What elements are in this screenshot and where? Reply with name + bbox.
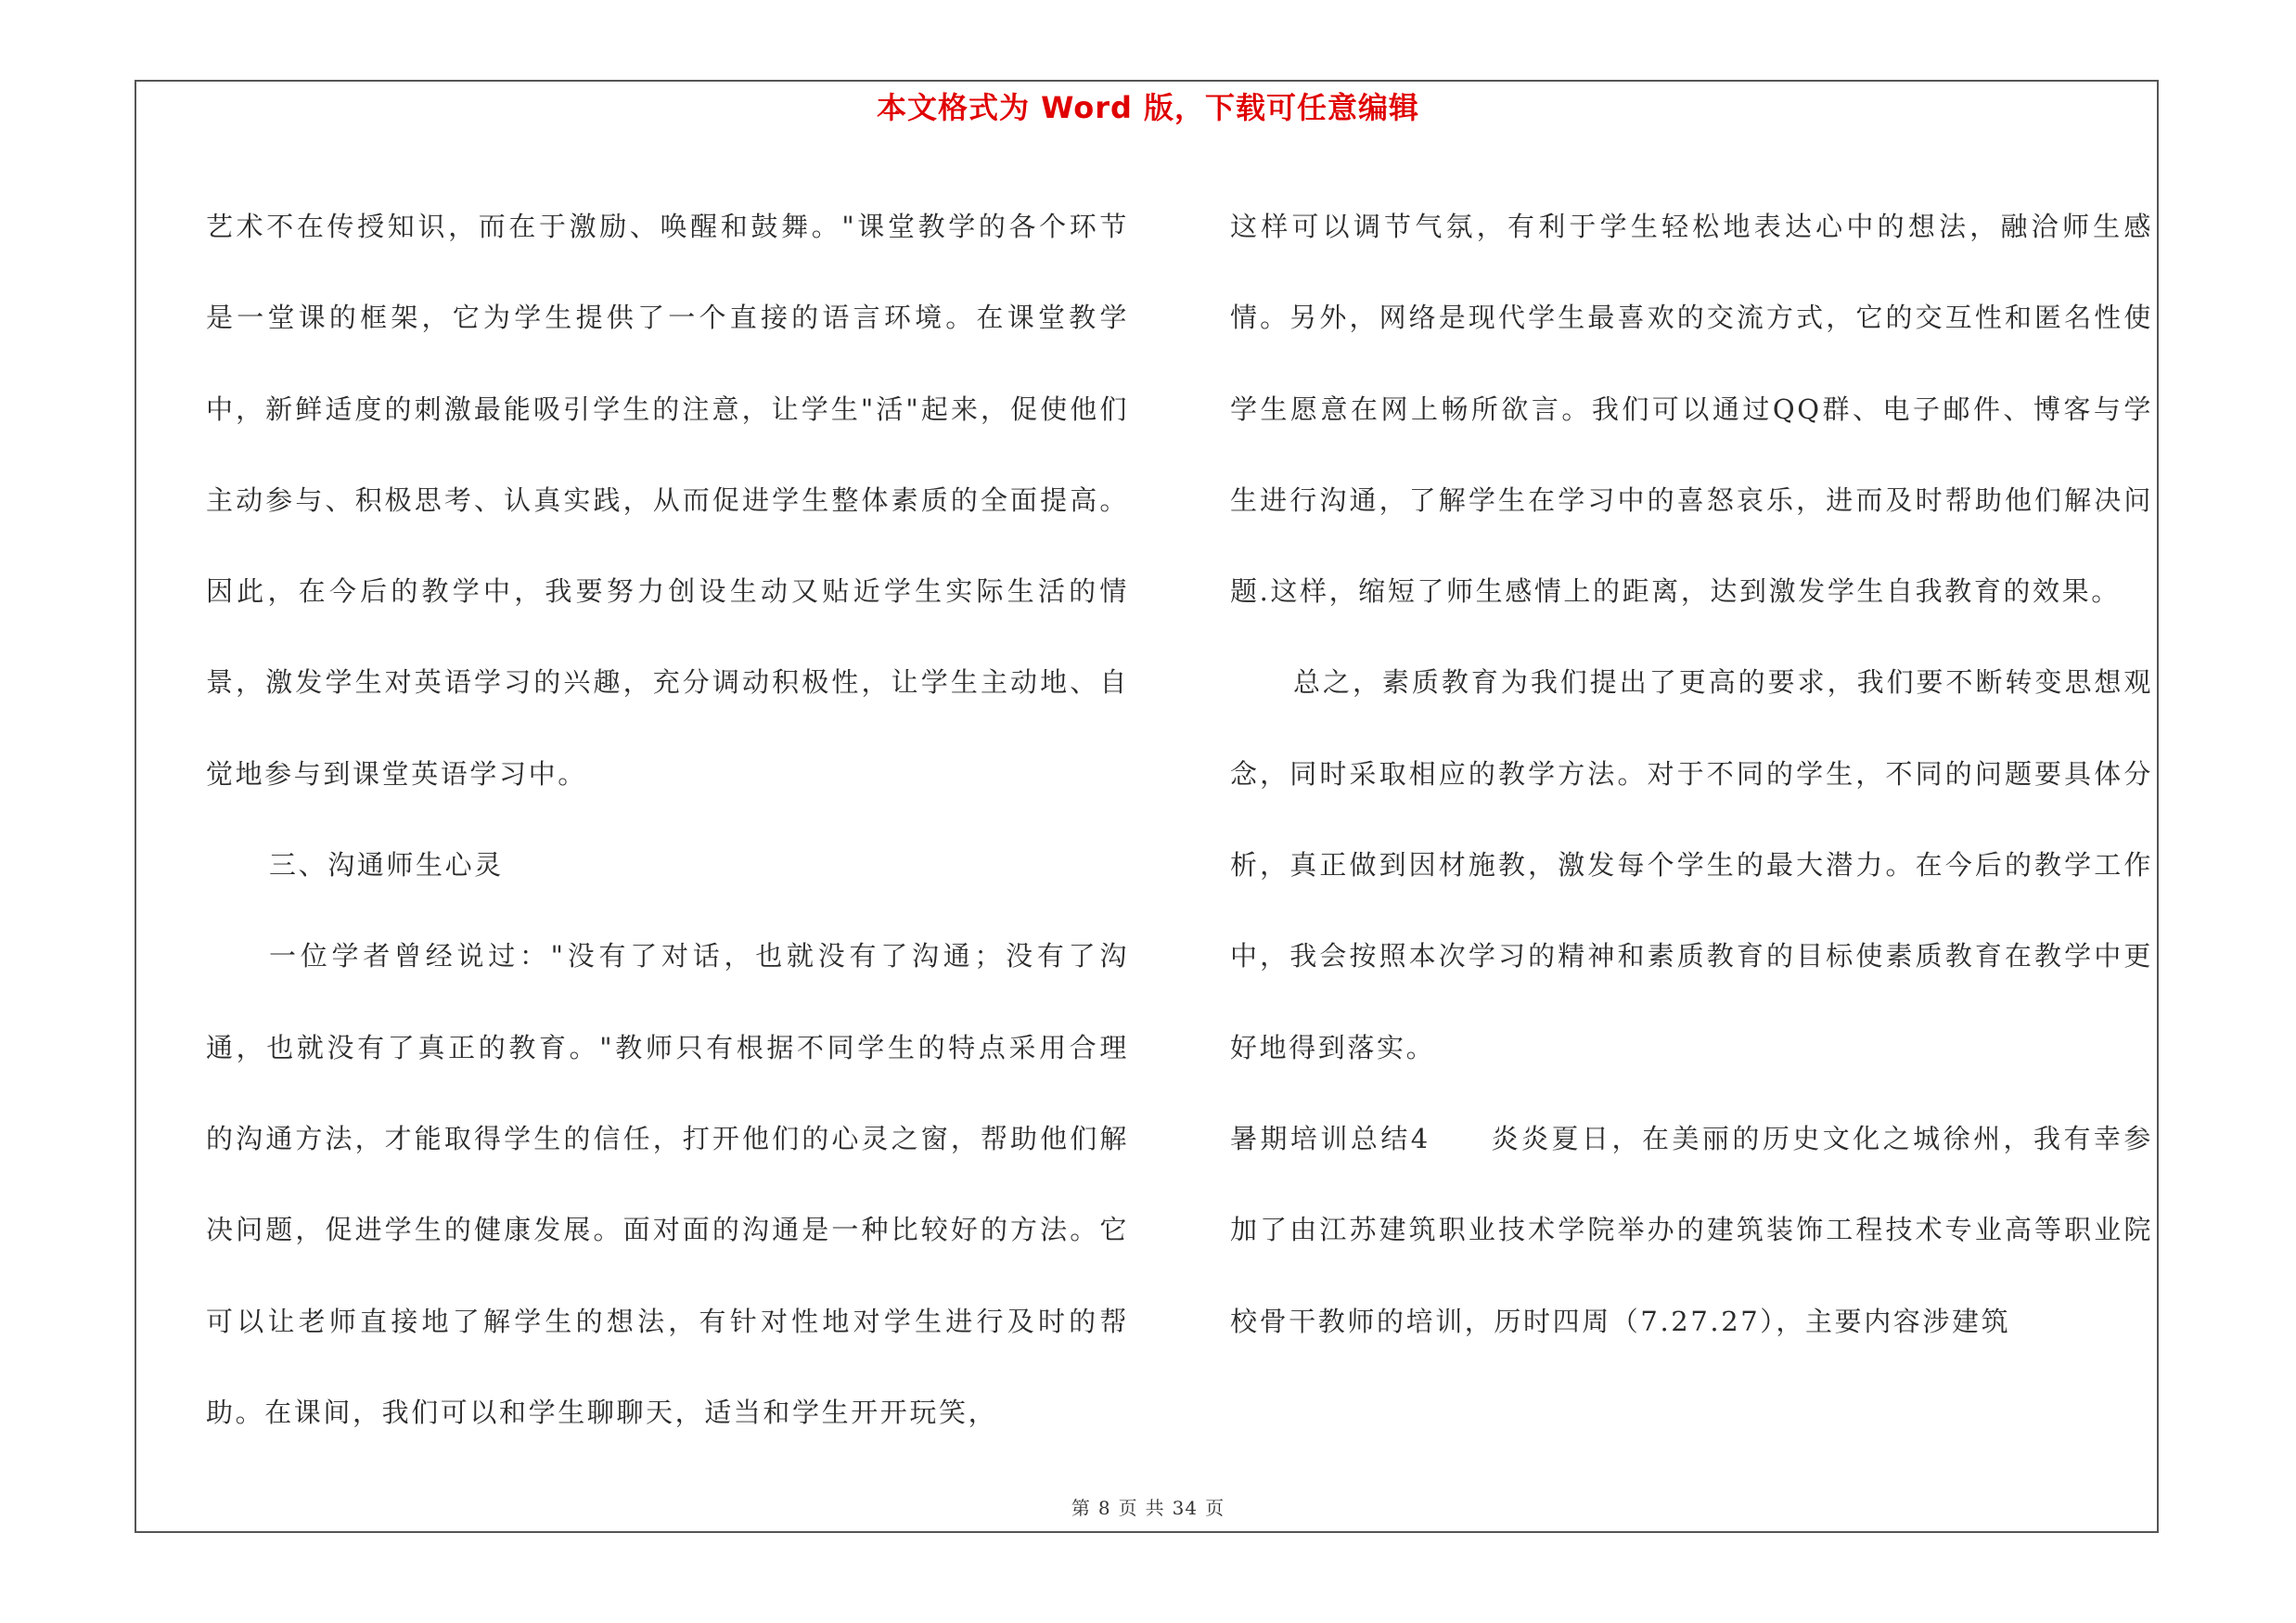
word-format-banner: 本文格式为 Word 版，下载可任意编辑 xyxy=(876,90,1420,125)
right-paragraph-1: 这样可以调节气氛，有利于学生轻松地表达心中的想法，融洽师生感情。另外，网络是现代学生最喜欢的交流方式，它的交互性和匿名性使学生愿意在网上畅所欲言。我们可以通过QQ群、电子邮件、博客与学生进行沟通，了解学生在学习中的喜怒哀乐，进而及时帮助他们解决问题.这样，缩短了师生感情上的距离，达到激发学生自我教育的效果。 xyxy=(1230,211,2153,608)
footer-total-prefix: 共 xyxy=(1145,1497,1165,1519)
footer-page-prefix: 第 xyxy=(1071,1497,1091,1519)
right-column xyxy=(1230,181,2153,1367)
footer-total-suffix: 页 xyxy=(1205,1497,1225,1519)
left-column xyxy=(206,181,1129,1458)
footer-page-word: 页 xyxy=(1118,1497,1138,1519)
page-footer xyxy=(0,1496,2296,1520)
section-heading: 三、沟通师生心灵 xyxy=(269,849,504,882)
footer-total-pages: 34 xyxy=(1172,1497,1199,1519)
left-paragraph-2: 一位学者曾经说过："没有了对话，也就没有了沟通；没有了沟通，也就没有了真正的教育。"教师只有根据不同学生的特点采用合理的沟通方法，才能取得学生的信任，打开他们的心灵之窗，帮助他们解决问题，促进学生的健康发展。面对面的沟通是一种比较好的方法。它可以让老师直接地了解学生的想法，有针对性地对学生进行及时的帮助。在课间，我们可以和学生聊聊天，适当和学生开开玩笑， xyxy=(206,940,1129,1428)
right-paragraph-3: 暑期培训总结4 炎炎夏日，在美丽的历史文化之城徐州，我有幸参加了由江苏建筑职业技术学院举办的建筑装饰工程技术专业高等职业院校骨干教师的培训，历时四周（7.27.27），主要内容涉建筑 xyxy=(1230,1122,2153,1337)
right-paragraph-2: 总之，素质教育为我们提出了更高的要求，我们要不断转变思想观念，同时采取相应的教学方法。对于不同的学生，不同的问题要具体分析，真正做到因材施教，激发每个学生的最大潜力。在今后的教学工作中，我会按照本次学习的精神和素质教育的目标使素质教育在教学中更好地得到落实。 xyxy=(1230,666,2153,1063)
footer-current-page: 8 xyxy=(1097,1497,1111,1519)
left-paragraph-1: 艺术不在传授知识，而在于激励、唤醒和鼓舞。"课堂教学的各个环节是一堂课的框架，它为学生提供了一个直接的语言环境。在课堂教学中，新鲜适度的刺激最能吸引学生的注意，让学生"活"起来，促使他们主动参与、积极思考、认真实践，从而促进学生整体素质的全面提高。因此，在今后的教学中，我要努力创设生动又贴近学生实际生活的情景，激发学生对英语学习的兴趣，充分调动积极性，让学生主动地、自觉地参与到课堂英语学习中。 xyxy=(206,211,1129,790)
